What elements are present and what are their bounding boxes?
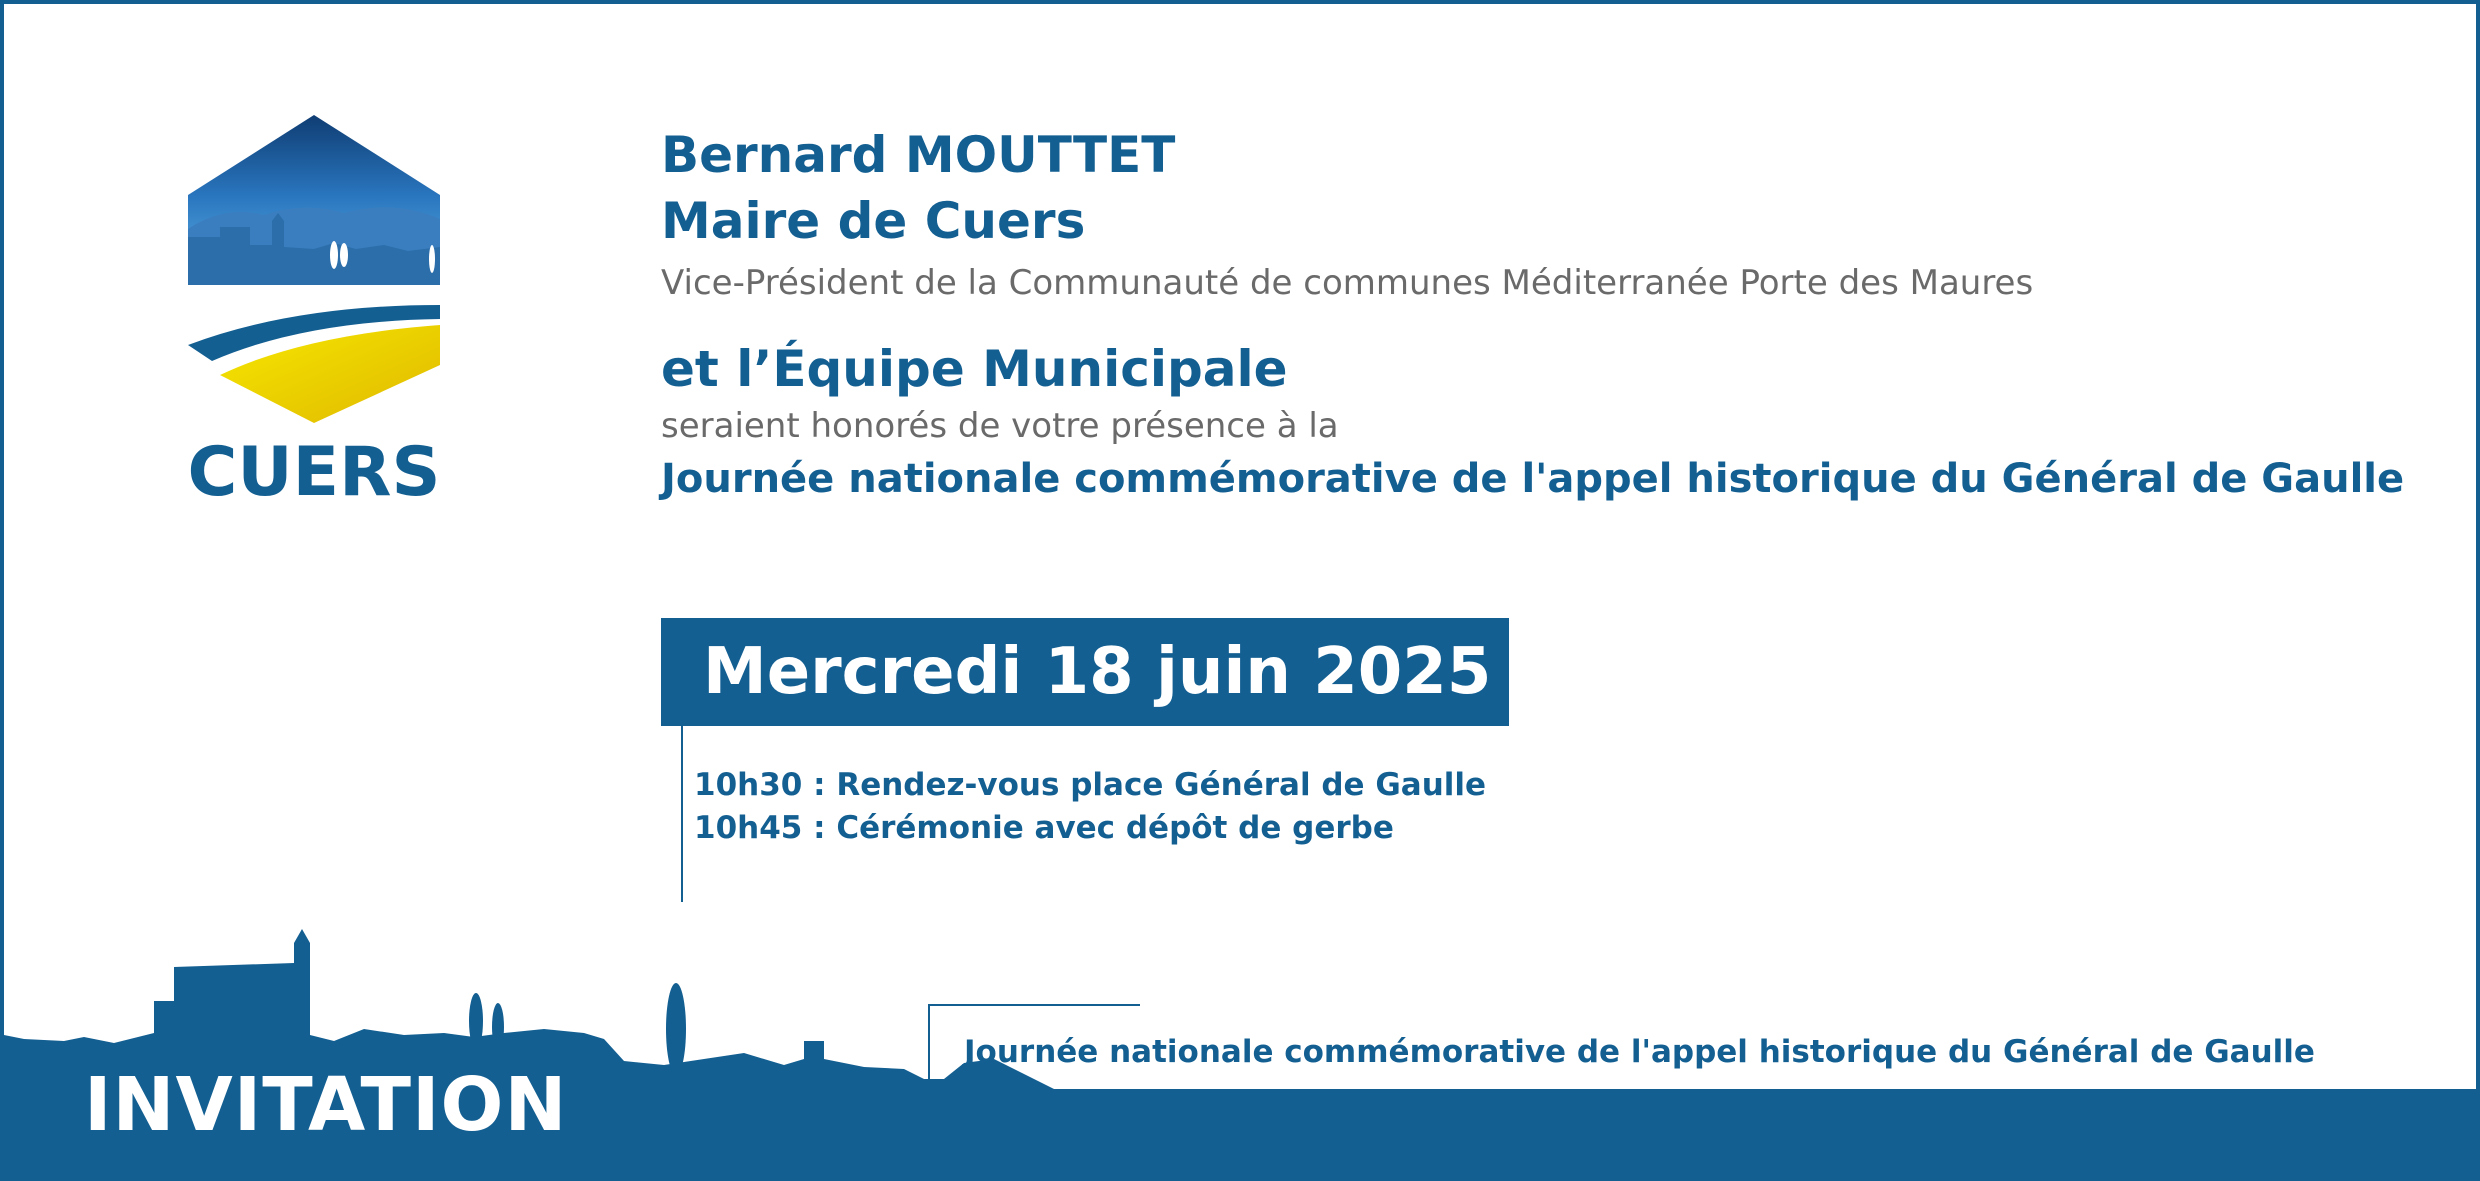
cuers-logo	[184, 109, 444, 529]
event-date: Mercredi 18 juin 2025	[661, 618, 1509, 726]
mayor-title: Maire de Cuers	[661, 192, 1086, 250]
host-block	[661, 122, 2421, 506]
event-title: Journée nationale commémorative de l'appel historique du Général de Gaulle	[661, 456, 2405, 502]
schedule-list	[694, 764, 1486, 850]
vice-president-text: Vice-Président de la Communauté de communes Méditerranée Porte des Maures	[661, 263, 2034, 303]
schedule-item: 10h45 : Cérémonie avec dépôt de gerbe	[694, 810, 1394, 846]
invitation-label: INVITATION	[84, 1062, 568, 1148]
honored-text: seraient honorés de votre présence à la	[661, 406, 1339, 446]
mayor-name: Bernard MOUTTET	[661, 126, 1176, 184]
footer-event-title: Journée nationale commémorative de l'appel historique du Général de Gaulle	[964, 1034, 2315, 1070]
logo-text: CUERS	[187, 433, 441, 512]
schedule-item: 10h30 : Rendez-vous place Général de Gaulle	[694, 767, 1487, 803]
cuers-shield-icon	[184, 109, 444, 429]
schedule-divider	[681, 726, 683, 902]
municipal-team: et l’Équipe Municipale	[661, 340, 1288, 398]
